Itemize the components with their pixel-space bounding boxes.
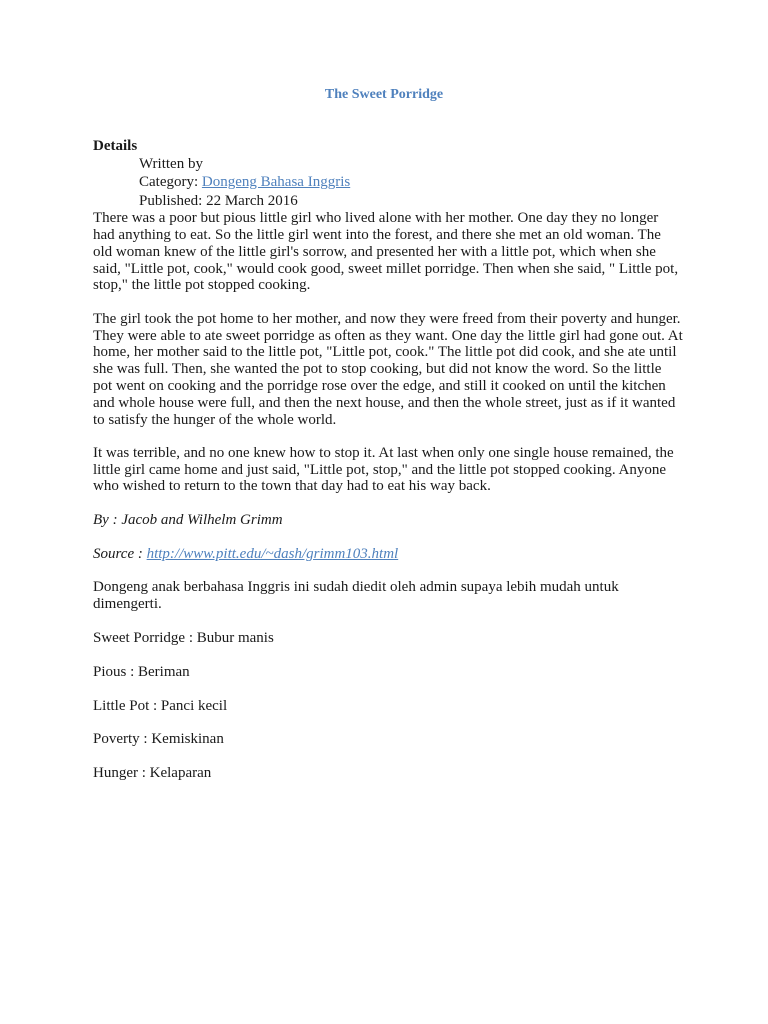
- vocab-item: Poverty : Kemiskinan: [93, 731, 224, 748]
- story-paragraph-1: There was a poor but pious little girl who lived alone with her mother. One day they no longer had anything to eat. So the little girl went into the forest, and there she met an old woman. The old woman knew of the little girl's sorrow, and presented her with a little pot, which when she said, "Little pot, cook," would cook good, sweet millet porridge. Then when she said, " Little pot, stop," the little pot stopped cooking.: [93, 210, 679, 294]
- vocab-item: Hunger : Kelaparan: [93, 765, 212, 782]
- vocab-item: Sweet Porridge : Bubur manis: [93, 629, 274, 646]
- vocab-item: Little Pot : Panci kecil: [93, 697, 228, 714]
- category-line: [139, 173, 683, 192]
- published-date: Published: 22 March 2016: [139, 192, 298, 209]
- vocab-item: Pious : Beriman: [93, 663, 190, 680]
- source-line: [93, 546, 683, 563]
- source-link[interactable]: http://www.pitt.edu/~dash/grimm103.html: [146, 545, 399, 562]
- story-paragraph-3: It was terrible, and no one knew how to stop it. At last when only one single house remained, the little girl came home and just said, "Little pot, stop," and the little pot stopped cooking. Anyone who wished to return to the town that day had to eat his way back.: [93, 444, 674, 495]
- editor-note: Dongeng anak berbahasa Inggris ini sudah diedit oleh admin supaya lebih mudah untuk dimengerti.: [93, 579, 619, 613]
- story-paragraph-2: The girl took the pot home to her mother, and now they were freed from their poverty and hunger. They were able to ate sweet porridge as often as they want. One day the little girl had gone out. At home, her mother said to the little pot, "Little pot, cook." The little pot did cook, and she ate until she was full. Then, she wanted the pot to stop cooking, but did not know the word. So the little pot went on cooking and the porridge rose over the edge, and still it cooked on until the kitchen and whole house were full, and then the next house, and then the whole street, just as if it wanted to satisfy the hunger of the whole world.: [93, 310, 683, 428]
- category-link[interactable]: Dongeng Bahasa Inggris: [201, 174, 351, 191]
- source-label: Source :: [93, 545, 147, 562]
- document-title: The Sweet Porridge: [324, 87, 444, 102]
- details-meta: [93, 155, 683, 211]
- written-by: Written by: [139, 155, 203, 172]
- byline: By : Jacob and Wilhelm Grimm: [93, 511, 283, 528]
- document-body: [93, 138, 683, 799]
- details-heading: Details: [93, 138, 138, 154]
- category-label: Category:: [139, 174, 202, 191]
